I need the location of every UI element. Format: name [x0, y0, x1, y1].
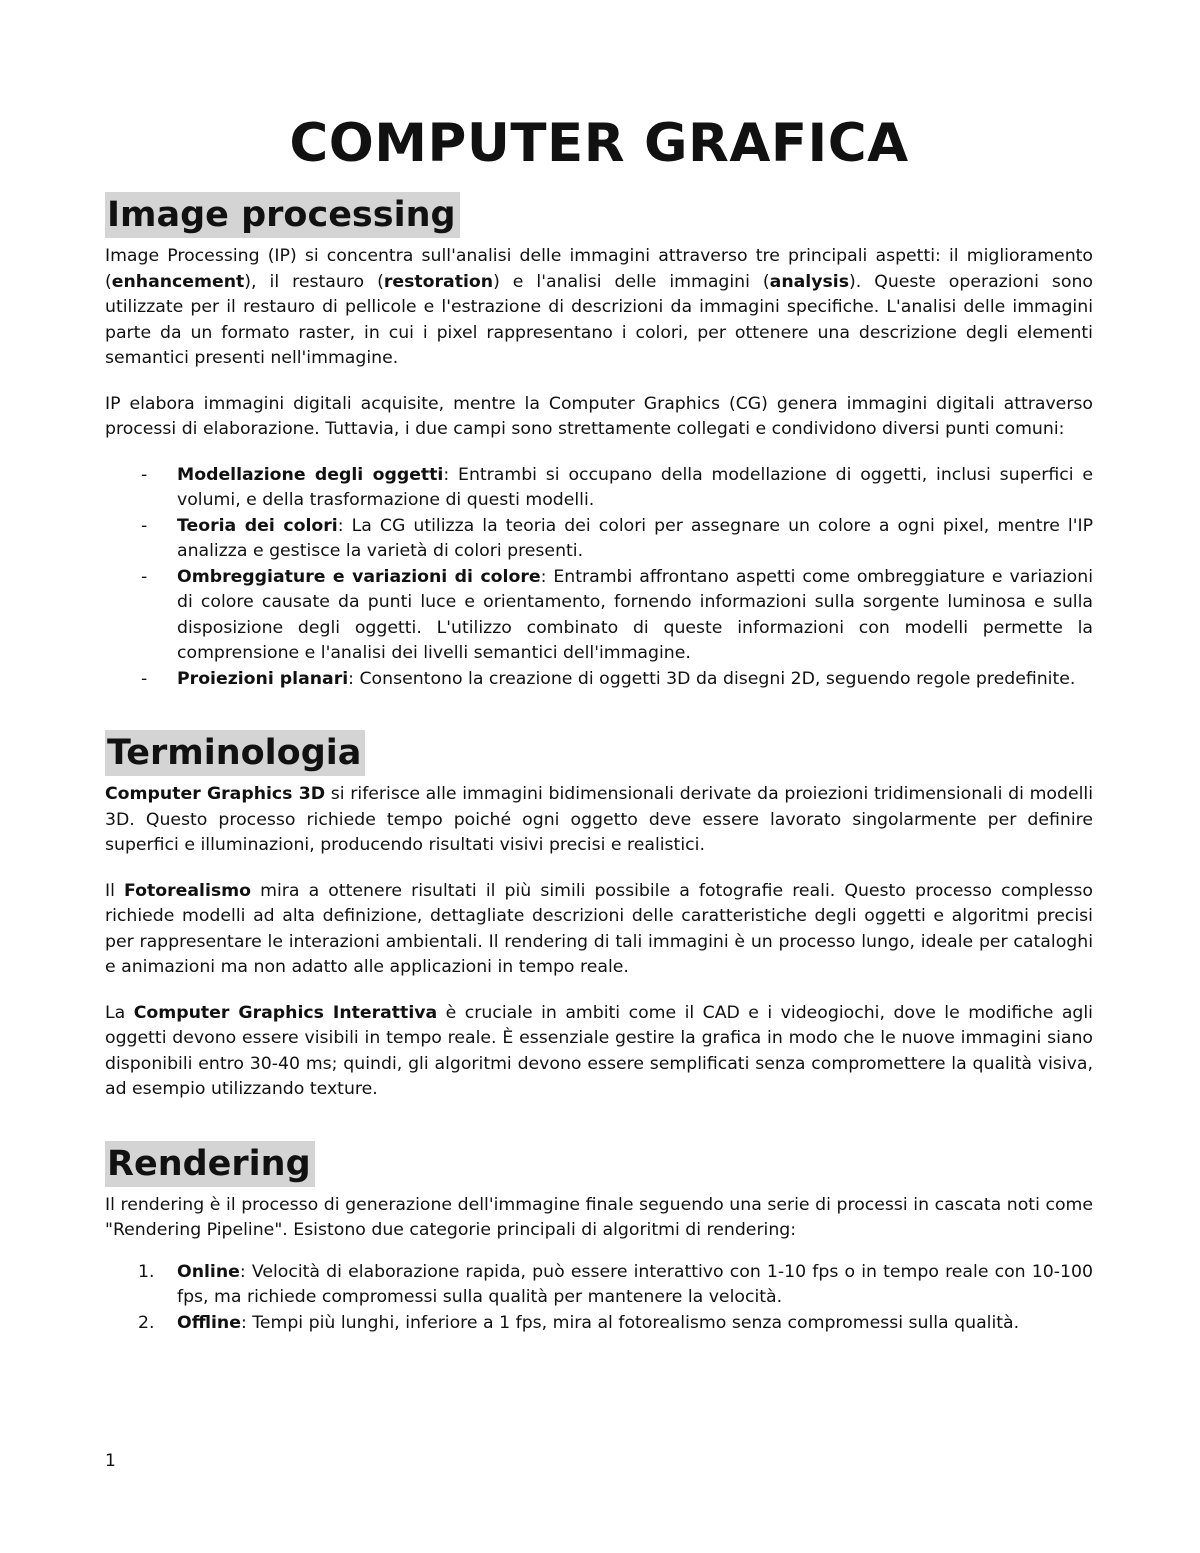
list-item-term: Modellazione degli oggetti: [177, 464, 444, 485]
section-heading-rendering: Rendering: [105, 1141, 315, 1187]
numbered-list-rendering-categories: [105, 1260, 1093, 1337]
section-heading-image-processing: Image processing: [105, 192, 460, 238]
list-item-text: : Entrambi si occupano della modellazione di oggetti, inclusi superfici e volumi, e della trasformazione di questi modelli.: [177, 464, 1093, 510]
bullet-marker: -: [141, 515, 148, 536]
text-run: Image Processing (IP) si concentra sull'analisi delle immagini attraverso tre principali aspetti: il miglioramento (: [105, 246, 1093, 292]
text-run: ), il restauro (: [244, 271, 384, 292]
list-item-term: Teoria dei colori: [177, 515, 338, 536]
document-content: [105, 108, 1093, 1336]
text-run: ). Queste operazioni sono utilizzate per il restauro di pellicole e l'estrazione di descrizioni da immagini specifiche. L'analisi delle immagini parte da un formato raster, in cui i pixel rappresentano i colori, per ottenere una descrizione degli elementi semantici presenti nell'immagine.: [105, 271, 1093, 368]
list-item: [105, 1311, 1093, 1337]
text-run: Il: [105, 880, 125, 901]
list-item-text: : La CG utilizza la teoria dei colori per assegnare un colore a ogni pixel, mentre l'IP analizza e gestisce la varietà di colori presenti.: [177, 515, 1094, 561]
bold-term-fotorealismo: Fotorealismo: [124, 880, 252, 901]
bullet-list-common-points: [105, 463, 1093, 693]
list-item-text: : Entrambi affrontano aspetti come ombreggiature e variazioni di colore causate da punti luce e orientamento, fornendo informazioni sulla sorgente luminosa e sulla disposizione degli oggetti. L'utilizzo combinato di queste informazioni con modelli permette la comprensione e l'analisi dei livelli semantici dell'immagine.: [177, 566, 1094, 663]
paragraph-fotorealismo: [105, 879, 1093, 981]
page-number: 1: [105, 1451, 116, 1471]
list-item-text: : Velocità di elaborazione rapida, può essere interattivo con 1-10 fps o in tempo reale con 10-100 fps, ma richiede compromessi sulla qualità per mantenere la velocità.: [177, 1261, 1093, 1307]
paragraph-ip-vs-cg: IP elabora immagini digitali acquisite, mentre la Computer Graphics (CG) genera immagini digitali attraverso processi di elaborazione. Tuttavia, i due campi sono strettamente collegati e condividono diversi punti comuni:: [105, 393, 1093, 439]
bold-term-analysis: analysis: [769, 271, 849, 292]
text-run: ) e l'analisi delle immagini (: [493, 271, 770, 292]
list-item: [105, 514, 1093, 565]
list-item-text: : Tempi più lunghi, inferiore a 1 fps, mira al fotorealismo senza compromessi sulla qualità.: [240, 1312, 1020, 1333]
list-item: [105, 463, 1093, 514]
bullet-marker: -: [141, 566, 148, 587]
list-item: [105, 565, 1093, 667]
text-run: è cruciale in ambiti come il CAD e i videogiochi, dove le modifiche agli oggetti devono essere visibili in tempo reale. È essenziale gestire la grafica in modo che le nuove immagini siano disponibili entro 30-40 ms; quindi, gli algoritmi devono essere semplificati senza compromettere la qualità visiva, ad esempio utilizzando texture.: [105, 1002, 1093, 1099]
paragraph-cg-3d: [105, 782, 1093, 859]
text-run: mira a ottenere risultati il più simili possibile a fotografie reali. Questo processo complesso richiede modelli ad alta definizione, dettagliate descrizioni delle caratteristiche degli oggetti e algoritmi precisi per rappresentare le interazioni ambientali. Il rendering di tali immagini è un processo lungo, ideale per cataloghi e animazioni ma non adatto alle applicazioni in tempo reale.: [105, 880, 1093, 977]
list-item-term: Online: [177, 1261, 240, 1282]
list-item-text: : Consentono la creazione di oggetti 3D da disegni 2D, seguendo regole predefinite.: [348, 668, 1076, 689]
list-item-term: Proiezioni planari: [177, 668, 349, 689]
document-title: COMPUTER GRAFICA: [289, 113, 909, 174]
bold-term-cg-interattiva: Computer Graphics Interattiva: [133, 1002, 438, 1023]
bold-term-restoration: restoration: [383, 271, 494, 292]
bullet-marker: -: [141, 464, 148, 485]
bullet-marker: -: [141, 668, 148, 689]
section-terminologia: [105, 730, 1093, 782]
section-heading-terminologia: Terminologia: [105, 730, 365, 776]
paragraph-rendering-intro: Il rendering è il processo di generazione dell'immagine finale seguendo una serie di processi in cascata noti come "Rendering Pipeline". Esistono due categorie principali di algoritmi di rendering:: [105, 1194, 1093, 1240]
number-marker: 2.: [138, 1312, 155, 1333]
list-item-term: Offline: [177, 1312, 241, 1333]
bold-term-enhancement: enhancement: [111, 271, 245, 292]
list-item: [105, 667, 1093, 693]
bold-term-cg-3d: Computer Graphics 3D: [105, 784, 326, 804]
list-item: [105, 1260, 1093, 1311]
paragraph-cg-interattiva: [105, 1001, 1093, 1103]
section-image-processing: [105, 192, 1093, 244]
text-run: La: [105, 1002, 134, 1023]
paragraph-image-processing-intro: [105, 244, 1093, 372]
text-run: si riferisce alle immagini bidimensionali derivate da proiezioni tridimensionali di modelli 3D. Questo processo richiede tempo poiché ogni oggetto deve essere lavorato singolarmente per definire superfici e illuminazioni, producendo risultati visivi precisi e realistici.: [105, 784, 1094, 855]
number-marker: 1.: [138, 1261, 155, 1282]
section-rendering: [105, 1141, 1093, 1193]
list-item-term: Ombreggiature e variazioni di colore: [177, 566, 541, 587]
